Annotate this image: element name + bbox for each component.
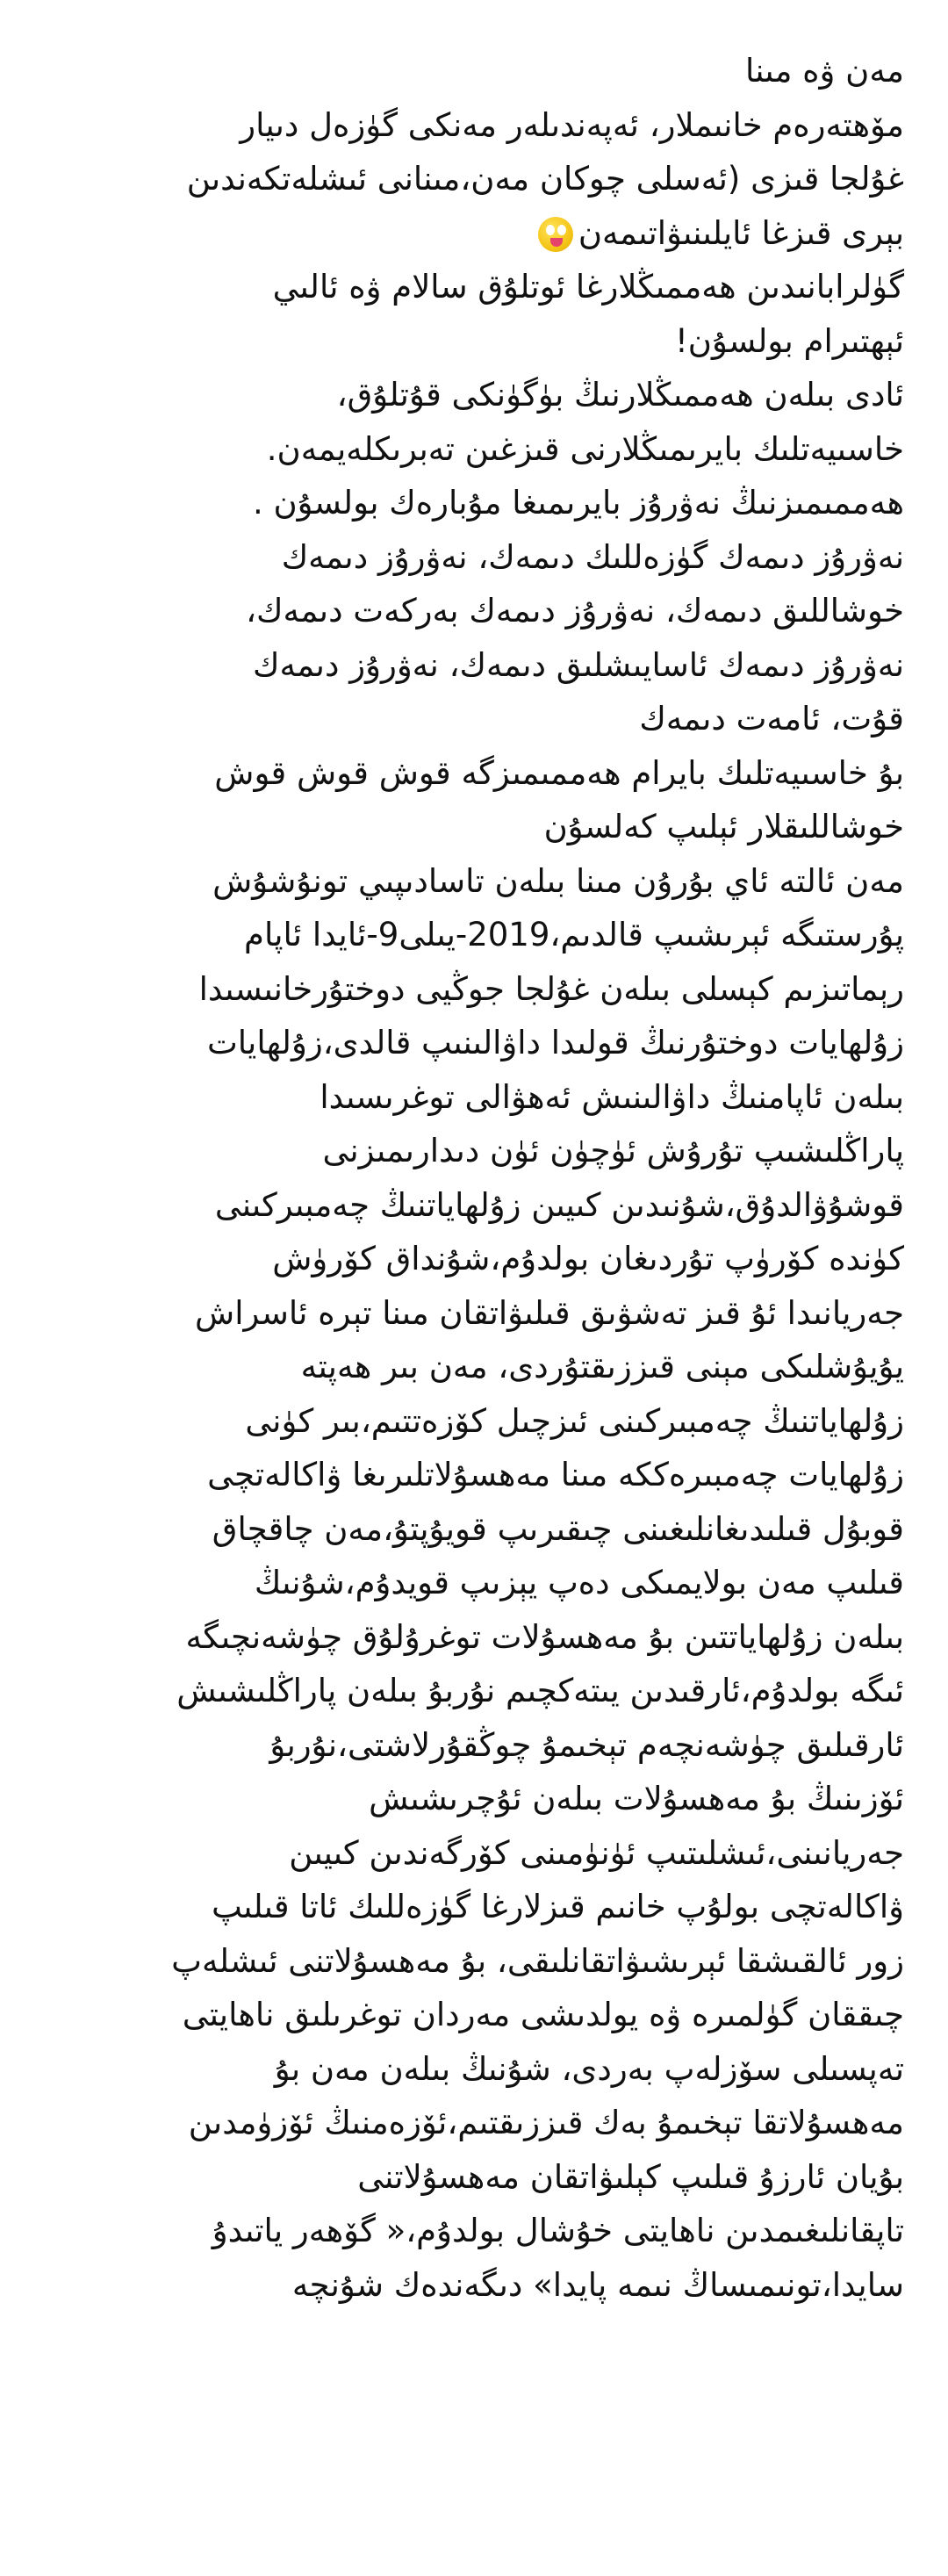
text-line: جەريانىدا ئۇ قىز تەشۋىق قىلىۋاتقان مىنا تېرە ئاسراش <box>195 1293 904 1332</box>
text-line: غۇلجا قىزى (ئەسلى چوكان مەن،مىنانى ئىشلەتكەندىن <box>186 160 904 198</box>
text-line: يۇيۇشلىكى مېنى قىززىقتۇردى، مەن بىر ھەپتە <box>300 1348 904 1385</box>
text-line: قوبۇل قىلىدىغانلىغىنى چىقىرىپ قويۇپتۇ،مەن چاقچاق <box>212 1509 904 1548</box>
text-line: زۇلھاياتنىڭ چەمبىركىنى ئىزچىل كۆزەتتىم،بىر كۈنى <box>245 1401 904 1440</box>
text-line: ئۆزىنىڭ بۇ مەھسۇلات بىلەن ئۇچرىشىش <box>369 1780 904 1817</box>
text-line: نەۋرۇز دىمەك گۈزەللىك دىمەك، نەۋرۇز دىمەك <box>281 537 904 576</box>
text-line: ئادى بىلەن ھەممىڭلارنىڭ بۈگۈنكى قۇتلۇق، <box>336 376 904 414</box>
text-line: سايدا،تونىمىساڭ نىمە پايدا» دىگەندەك شۇنچە <box>291 2265 904 2304</box>
text-line: ۋاكالەتچى بولۇپ خانىم قىزلارغا گۈزەللىك ئاتا قىلىپ <box>211 1888 904 1925</box>
text-line: مۆھتەرەم خانىملار، ئەپەندىلەر مەنكى گۈزەل دىيار <box>240 105 904 144</box>
text-line: قۇت، ئامەت دىمەك <box>639 700 904 738</box>
text-line: زۇلھايات چەمبىرەككە مىنا مەھسۇلاتلىرىغا ۋاكالەتچى <box>207 1456 904 1493</box>
text-line-with-emoji <box>35 206 904 261</box>
text-line: ئارقىلىق چۈشەنچەم تېخىمۇ چوڭقۇرلاشتى،نۇربۇ <box>269 1725 904 1764</box>
text-line: رېماتىزىم كېسلى بىلەن غۇلجا جوڭيى دوختۇرخانىسىدا <box>198 969 904 1008</box>
text-line: مەن ئالتە ئاي بۇرۇن مىنا بىلەن تاسادىپىي تونۇشۇش <box>212 861 904 900</box>
post-text <box>35 44 904 2312</box>
text-line: چىققان گۈلمىرە ۋە يولدىشى مەردان توغرىلىق ناھايتى <box>182 1996 904 2033</box>
text-segment: بېرى قىزغا ئايلىنىۋاتىمەن <box>578 213 904 252</box>
text-line: گۈلرابانىدىن ھەممىڭلارغا ئوتلۇق سالام ۋە ئالىي <box>272 268 904 306</box>
text-line: مەن ۋە مىنا <box>744 52 904 90</box>
text-line: ئىگە بولدۇم،ئارقىدىن يىتەكچىم نۇربۇ بىلەن پاراڭلىشىش <box>176 1672 904 1709</box>
text-line: پۇرستىگە ئېرىشىپ قالدىم،2019-يىلى9-ئايدا ئاپام <box>244 916 904 953</box>
text-line: زۇلھايات دوختۇرنىڭ قولىدا داۋالىنىپ قالدى،زۇلھايات <box>206 1024 904 1061</box>
text-line: نەۋرۇز دىمەك ئاسايىشلىق دىمەك، نەۋرۇز دىمەك <box>252 645 904 684</box>
text-line: خاسىيەتلىك بايرىمىڭلارنى قىزغىن تەبرىكلەيمەن. <box>266 429 904 468</box>
text-line: پاراڭلىشىپ تۇرۇش ئۈچۈن ئۈن دىدارىمىزنى <box>322 1132 904 1169</box>
text-line: مەھسۇلاتقا تېخىمۇ بەك قىززىقتىم،ئۆزەمنىڭ ئۆزۈمدىن <box>188 2104 904 2141</box>
text-line: بىلەن ئاپامنىڭ داۋالىنىش ئەھۋالى توغرىسىدا <box>320 1077 904 1116</box>
text-line: تەپسىلى سۆزلەپ بەردى، شۇنىڭ بىلەن مەن بۇ <box>274 2049 904 2088</box>
text-line: خوشاللىق دىمەك، نەۋرۇز دىمەك بەركەت دىمەك، <box>246 592 904 630</box>
text-line: ئېھتىرام بولسۇن! <box>674 321 904 360</box>
text-line: بۇ خاسىيەتلىك بايرام ھەممىمىزگە قوش قوش قوش <box>214 753 904 792</box>
text-line: زور ئالقىشقا ئېرىشىۋاتقانلىقى، بۇ مەھسۇلاتنى ئىشلەپ <box>171 1941 904 1980</box>
text-line: بىلەن زۇلھاياتتىن بۇ مەھسۇلات توغرۇلۇق چۈشەنچىگە <box>185 1617 904 1656</box>
text-line: قوشۇۋالدۇق،شۇنىدىن كىيىن زۇلھاياتنىڭ چەمبىركىنى <box>214 1185 904 1224</box>
text-line: بۇيان ئارزۇ قىلىپ كېلىۋاتقان مەھسۇلاتنى <box>357 2157 904 2196</box>
text-line: جەريانىنى،ئىشلىتىپ ئۈنۈمىنى كۆرگەندىن كىيىن <box>289 1833 904 1872</box>
text-line: تاپقانلىغىمدىن ناھايتى خۇشال بولدۇم،« گۆھەر ياتىدۇ <box>212 2212 904 2249</box>
text-line: كۈندە كۆرۈپ تۇردىغان بولدۇم،شۇنداق كۆرۈش <box>272 1240 904 1277</box>
text-line: خوشاللىقلار ئېلىپ كەلسۇن <box>543 808 904 845</box>
text-line: ھەممىمىزنىڭ نەۋرۇز بايرىمىغا مۇبارەك بولسۇن . <box>252 484 904 522</box>
winking-face-with-tongue-icon <box>538 217 573 252</box>
text-line: قىلىپ مەن بولايمىكى دەپ يېزىپ قويدۇم،شۇنىڭ <box>254 1564 904 1601</box>
